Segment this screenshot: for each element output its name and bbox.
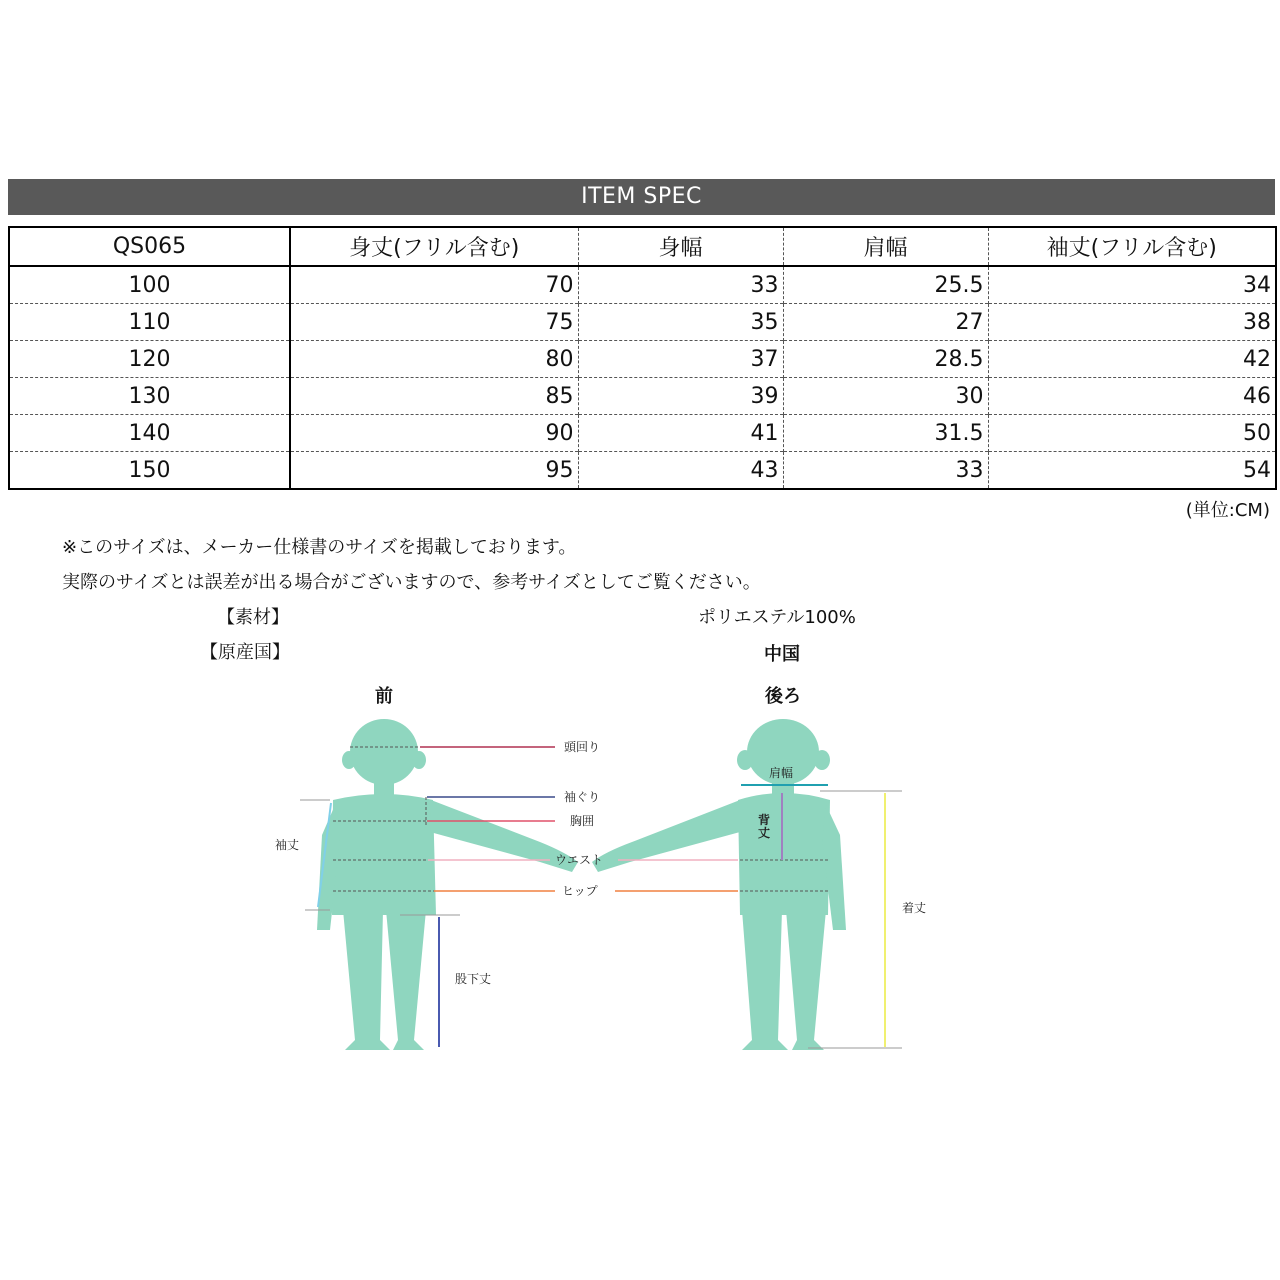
- measurement-cell: 27: [783, 304, 988, 341]
- measurement-cell: 85: [290, 378, 578, 415]
- measurement-cell: 70: [290, 266, 578, 304]
- note-line-2: 実際のサイズとは誤差が出る場合がございますので、参考サイズとしてご覧ください。: [62, 572, 761, 593]
- measurement-cell: 80: [290, 341, 578, 378]
- measurement-cell: 31.5: [783, 415, 988, 452]
- origin-value: 中国: [764, 644, 800, 665]
- label-shoulder: 肩幅: [769, 766, 794, 780]
- measurement-cell: 33: [578, 266, 783, 304]
- measurement-cell: 37: [578, 341, 783, 378]
- header-shoulder-width: 肩幅: [783, 227, 988, 266]
- measurement-cell: 50: [988, 415, 1276, 452]
- size-cell: 140: [9, 415, 290, 452]
- label-inseam: 股下丈: [455, 972, 492, 986]
- label-chest: 胸囲: [570, 814, 595, 828]
- label-armhole: 袖ぐり: [564, 790, 601, 804]
- label-hip: ヒップ: [562, 884, 598, 898]
- label-back-length: 背 丈: [758, 813, 771, 840]
- size-cell: 100: [9, 266, 290, 304]
- measurement-cell: 33: [783, 452, 988, 490]
- label-head: 頭回り: [564, 740, 601, 754]
- measurement-cell: 39: [578, 378, 783, 415]
- label-total-length: 着丈: [902, 901, 927, 915]
- header-body-length: 身丈(フリル含む): [290, 227, 578, 266]
- measurement-cell: 43: [578, 452, 783, 490]
- measurement-cell: 95: [290, 452, 578, 490]
- item-spec-banner: ITEM SPEC: [8, 179, 1275, 215]
- measurement-cell: 38: [988, 304, 1276, 341]
- material-value: ポリエステル100%: [698, 607, 856, 628]
- measurement-cell: 41: [578, 415, 783, 452]
- back-figure: [592, 719, 846, 1050]
- size-cell: 130: [9, 378, 290, 415]
- origin-label: 【原産国】: [200, 642, 290, 663]
- front-title: 前: [375, 686, 393, 707]
- label-sleeve: 袖丈: [275, 838, 300, 852]
- size-cell: 120: [9, 341, 290, 378]
- header-body-width: 身幅: [578, 227, 783, 266]
- size-cell: 150: [9, 452, 290, 490]
- measurement-cell: 28.5: [783, 341, 988, 378]
- header-model: QS065: [9, 227, 290, 266]
- front-figure: [317, 719, 578, 1050]
- back-title: 後ろ: [765, 686, 801, 707]
- size-cell: 110: [9, 304, 290, 341]
- header-sleeve-length: 袖丈(フリル含む): [988, 227, 1276, 266]
- measurement-cell: 75: [290, 304, 578, 341]
- measurement-cell: 90: [290, 415, 578, 452]
- measurement-cell: 35: [578, 304, 783, 341]
- measurement-cell: 54: [988, 452, 1276, 490]
- note-line-1: ※このサイズは、メーカー仕様書のサイズを掲載しております。: [62, 537, 577, 558]
- label-waist: ウエスト: [555, 853, 604, 867]
- material-label: 【素材】: [217, 607, 289, 628]
- measurement-cell: 42: [988, 341, 1276, 378]
- measurement-cell: 46: [988, 378, 1276, 415]
- measurement-cell: 30: [783, 378, 988, 415]
- unit-note: (単位:CM): [1185, 500, 1270, 521]
- measurement-cell: 34: [988, 266, 1276, 304]
- measurement-cell: 25.5: [783, 266, 988, 304]
